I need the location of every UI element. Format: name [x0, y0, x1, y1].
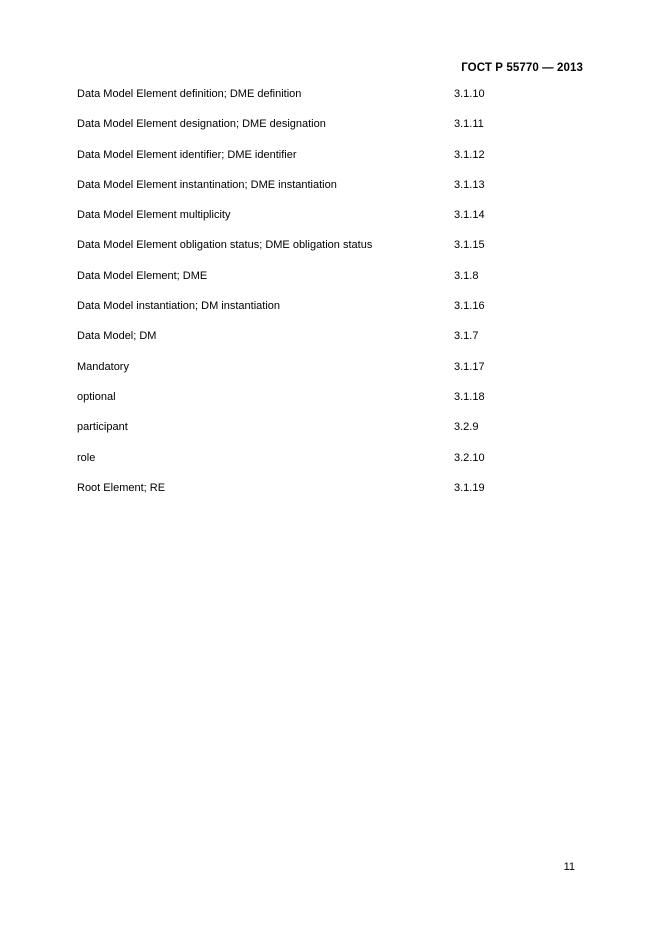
index-term: Data Model Element definition; DME definition [77, 88, 302, 100]
index-term: Data Model Element multiplicity [77, 209, 231, 222]
index-ref: 3.1.16 [454, 300, 485, 313]
index-term: Root Element; RE [77, 481, 166, 494]
index-ref: 3.1.19 [454, 481, 485, 494]
index-ref: 3.1.17 [454, 360, 485, 373]
index-term: Data Model Element; DME [77, 269, 208, 282]
index-ref: 3.1.10 [454, 88, 485, 100]
index-term: role [77, 451, 96, 464]
index-row [77, 149, 597, 179]
index-ref: 3.1.8 [454, 269, 479, 282]
term-index-table [77, 88, 597, 512]
page-number: 11 [563, 861, 575, 873]
index-ref: 3.2.9 [454, 421, 479, 434]
index-row [77, 391, 597, 421]
index-row [77, 330, 597, 360]
index-row [77, 482, 597, 512]
index-term: Data Model instantiation; DM instantiation [77, 300, 280, 313]
index-ref: 3.1.12 [454, 148, 485, 161]
index-term: Data Model Element designation; DME designation [77, 118, 326, 131]
index-term: Data Model Element obligation status; DME obligation status [77, 239, 373, 252]
index-ref: 3.1.18 [454, 390, 485, 403]
index-ref: 3.1.13 [454, 178, 485, 191]
index-ref: 3.1.14 [454, 209, 485, 222]
index-row [77, 300, 597, 330]
index-row [77, 179, 597, 209]
index-row [77, 239, 597, 269]
index-ref: 3.2.10 [454, 451, 485, 464]
index-ref: 3.1.7 [454, 330, 479, 343]
index-ref: 3.1.11 [454, 118, 484, 131]
index-row [77, 118, 597, 148]
index-ref: 3.1.15 [454, 239, 485, 252]
index-row [77, 452, 597, 482]
index-term: Data Model Element identifier; DME identifier [77, 148, 297, 161]
index-term: Data Model; DM [77, 330, 157, 343]
index-row [77, 209, 597, 239]
index-row [77, 361, 597, 391]
document-header: ГОСТ Р 55770 — 2013 [461, 62, 583, 74]
index-row [77, 270, 597, 300]
index-term: Mandatory [77, 360, 129, 373]
index-row [77, 88, 597, 118]
index-term: Data Model Element instantination; DME instantiation [77, 178, 337, 191]
index-term: participant [77, 421, 128, 434]
index-row [77, 421, 597, 451]
index-term: optional [77, 390, 116, 403]
